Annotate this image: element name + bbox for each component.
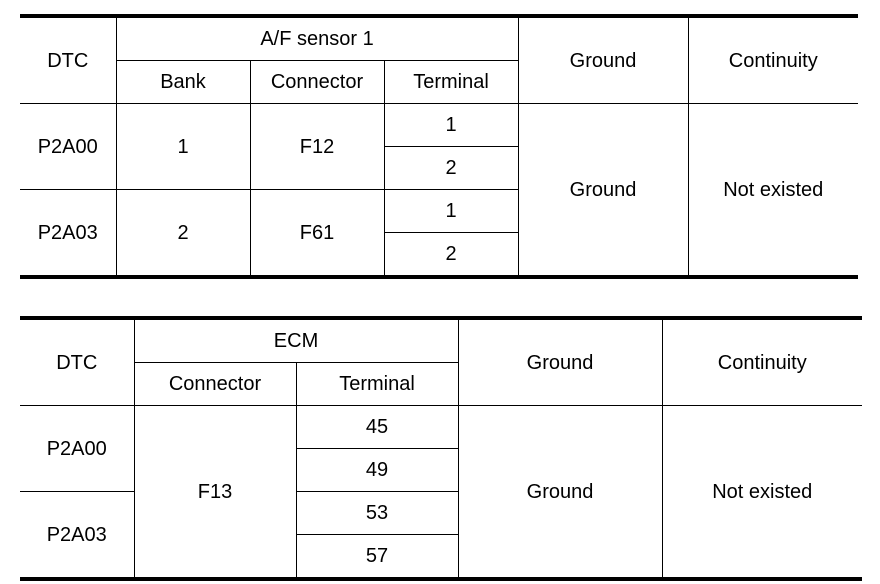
- cell-connector: F12: [250, 104, 384, 190]
- header-continuity: Continuity: [662, 318, 862, 406]
- cell-continuity: Not existed: [662, 406, 862, 580]
- cell-dtc: P2A00: [20, 406, 134, 492]
- cell-terminal: 2: [384, 233, 518, 278]
- cell-dtc: P2A03: [20, 190, 116, 278]
- cell-bank: 2: [116, 190, 250, 278]
- header-dtc: DTC: [20, 318, 134, 406]
- cell-ground: Ground: [458, 406, 662, 580]
- cell-continuity: Not existed: [688, 104, 858, 278]
- header-ground: Ground: [458, 318, 662, 406]
- header-dtc: DTC: [20, 16, 116, 104]
- header-terminal: Terminal: [384, 61, 518, 104]
- header-connector: Connector: [250, 61, 384, 104]
- cell-bank: 1: [116, 104, 250, 190]
- cell-terminal: 49: [296, 449, 458, 492]
- cell-dtc: P2A00: [20, 104, 116, 190]
- cell-terminal: 45: [296, 406, 458, 449]
- cell-terminal: 53: [296, 492, 458, 535]
- header-continuity: Continuity: [688, 16, 858, 104]
- cell-dtc: P2A03: [20, 492, 134, 580]
- header-bank: Bank: [116, 61, 250, 104]
- header-ground: Ground: [518, 16, 688, 104]
- header-terminal: Terminal: [296, 363, 458, 406]
- cell-terminal: 57: [296, 535, 458, 580]
- cell-connector: F61: [250, 190, 384, 278]
- cell-connector: F13: [134, 406, 296, 580]
- header-af-sensor-1: A/F sensor 1: [116, 16, 518, 61]
- af-sensor-table: [20, 14, 858, 279]
- cell-terminal: 2: [384, 147, 518, 190]
- cell-terminal: 1: [384, 104, 518, 147]
- ecm-table: [20, 316, 862, 581]
- cell-ground: Ground: [518, 104, 688, 278]
- cell-terminal: 1: [384, 190, 518, 233]
- header-connector: Connector: [134, 363, 296, 406]
- header-ecm: ECM: [134, 318, 458, 363]
